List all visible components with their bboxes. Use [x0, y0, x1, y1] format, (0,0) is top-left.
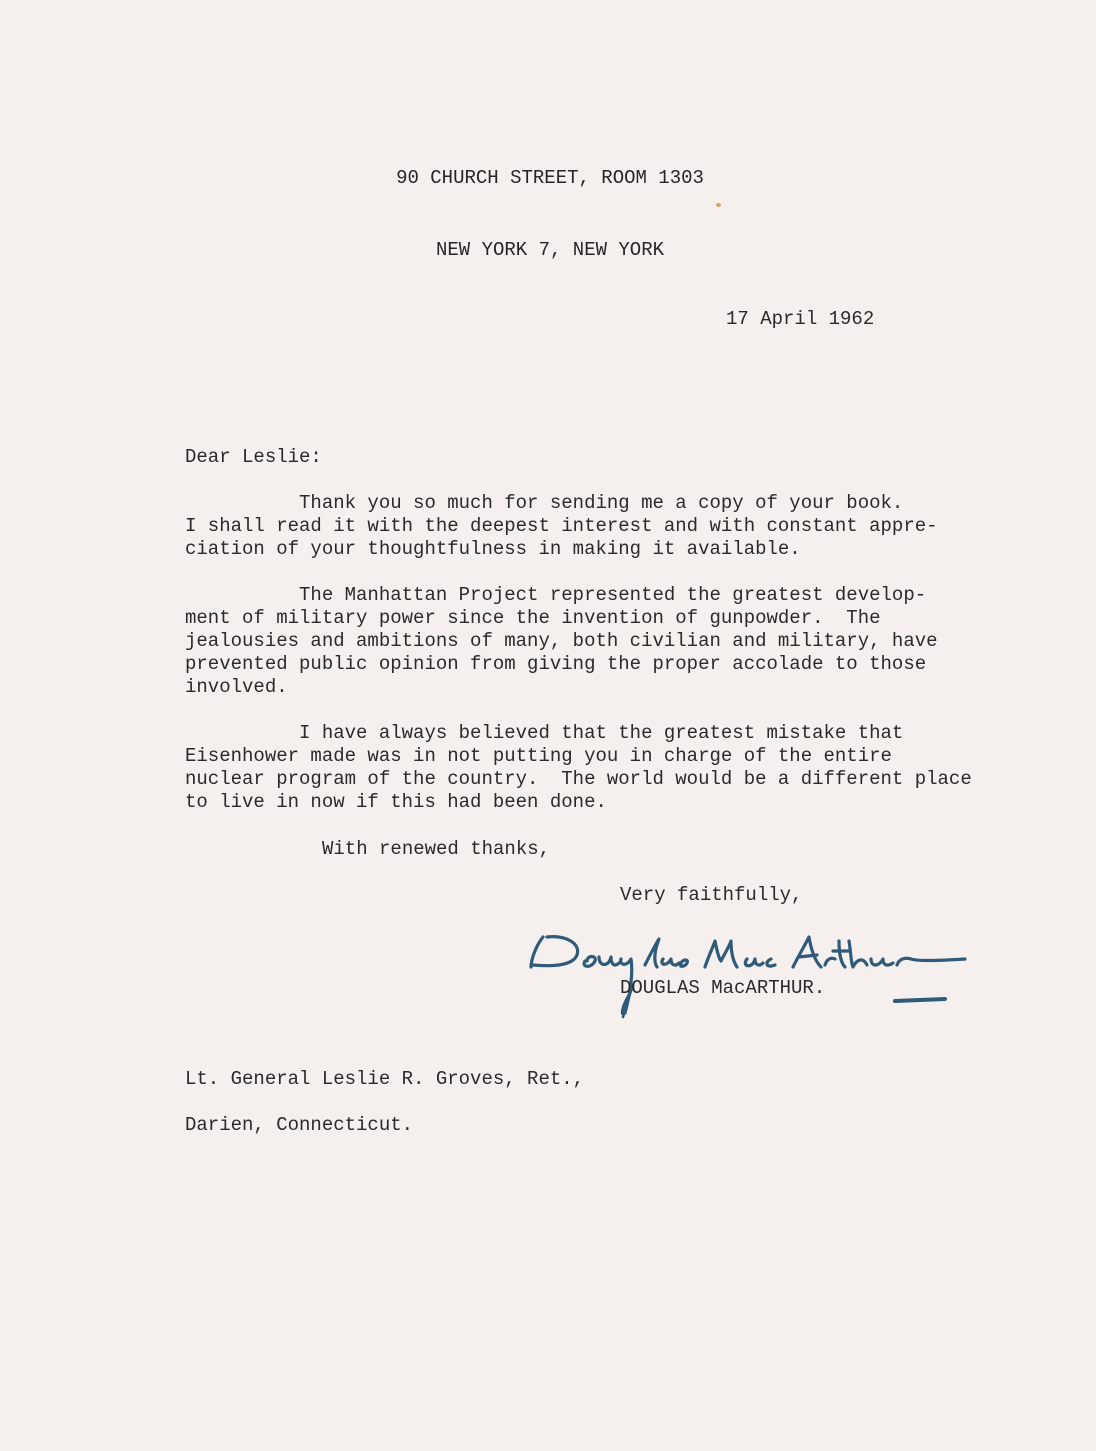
handwritten-signature	[525, 925, 980, 1025]
paragraph-3-line-1: I have always believed that the greatest mistake that	[185, 722, 904, 744]
paragraph-2-line-5: involved.	[185, 676, 288, 698]
paragraph-3-line-2: Eisenhower made was in not putting you in charge of the entire	[185, 745, 892, 767]
letterhead	[380, 118, 720, 310]
paragraph-2-line-3: jealousies and ambitions of many, both civilian and military, have	[185, 630, 938, 652]
paragraph-2-line-4: prevented public opinion from giving the proper accolade to those	[185, 653, 927, 675]
paragraph-3-line-4: to live in now if this had been done.	[185, 791, 607, 813]
paragraph-2-line-1: The Manhattan Project represented the greatest develop-	[185, 584, 927, 606]
recipient-location: Darien, Connecticut.	[185, 1114, 414, 1136]
paper-stain	[716, 203, 721, 207]
closing-line: With renewed thanks,	[322, 838, 551, 860]
paragraph-2-line-2: ment of military power since the invention of gunpowder. The	[185, 607, 881, 629]
recipient-name: Lt. General Leslie R. Groves, Ret.,	[185, 1068, 585, 1090]
paragraph-1-line-3: ciation of your thoughtfulness in making it available.	[185, 538, 801, 560]
letter-date: 17 April 1962	[726, 308, 875, 330]
typed-signature-name: DOUGLAS MacARTHUR.	[620, 977, 826, 999]
valediction: Very faithfully,	[620, 884, 803, 906]
letterhead-address-line-2: NEW YORK 7, NEW YORK	[435, 239, 665, 261]
paragraph-3-line-3: nuclear program of the country. The world would be a different place	[185, 768, 972, 790]
letterhead-address-line-1: 90 CHURCH STREET, ROOM 1303	[396, 167, 704, 189]
salutation: Dear Leslie:	[185, 446, 322, 468]
paragraph-1-line-1: Thank you so much for sending me a copy of your book.	[185, 492, 904, 514]
paragraph-1-line-2: I shall read it with the deepest interest and with constant appre-	[185, 515, 938, 537]
